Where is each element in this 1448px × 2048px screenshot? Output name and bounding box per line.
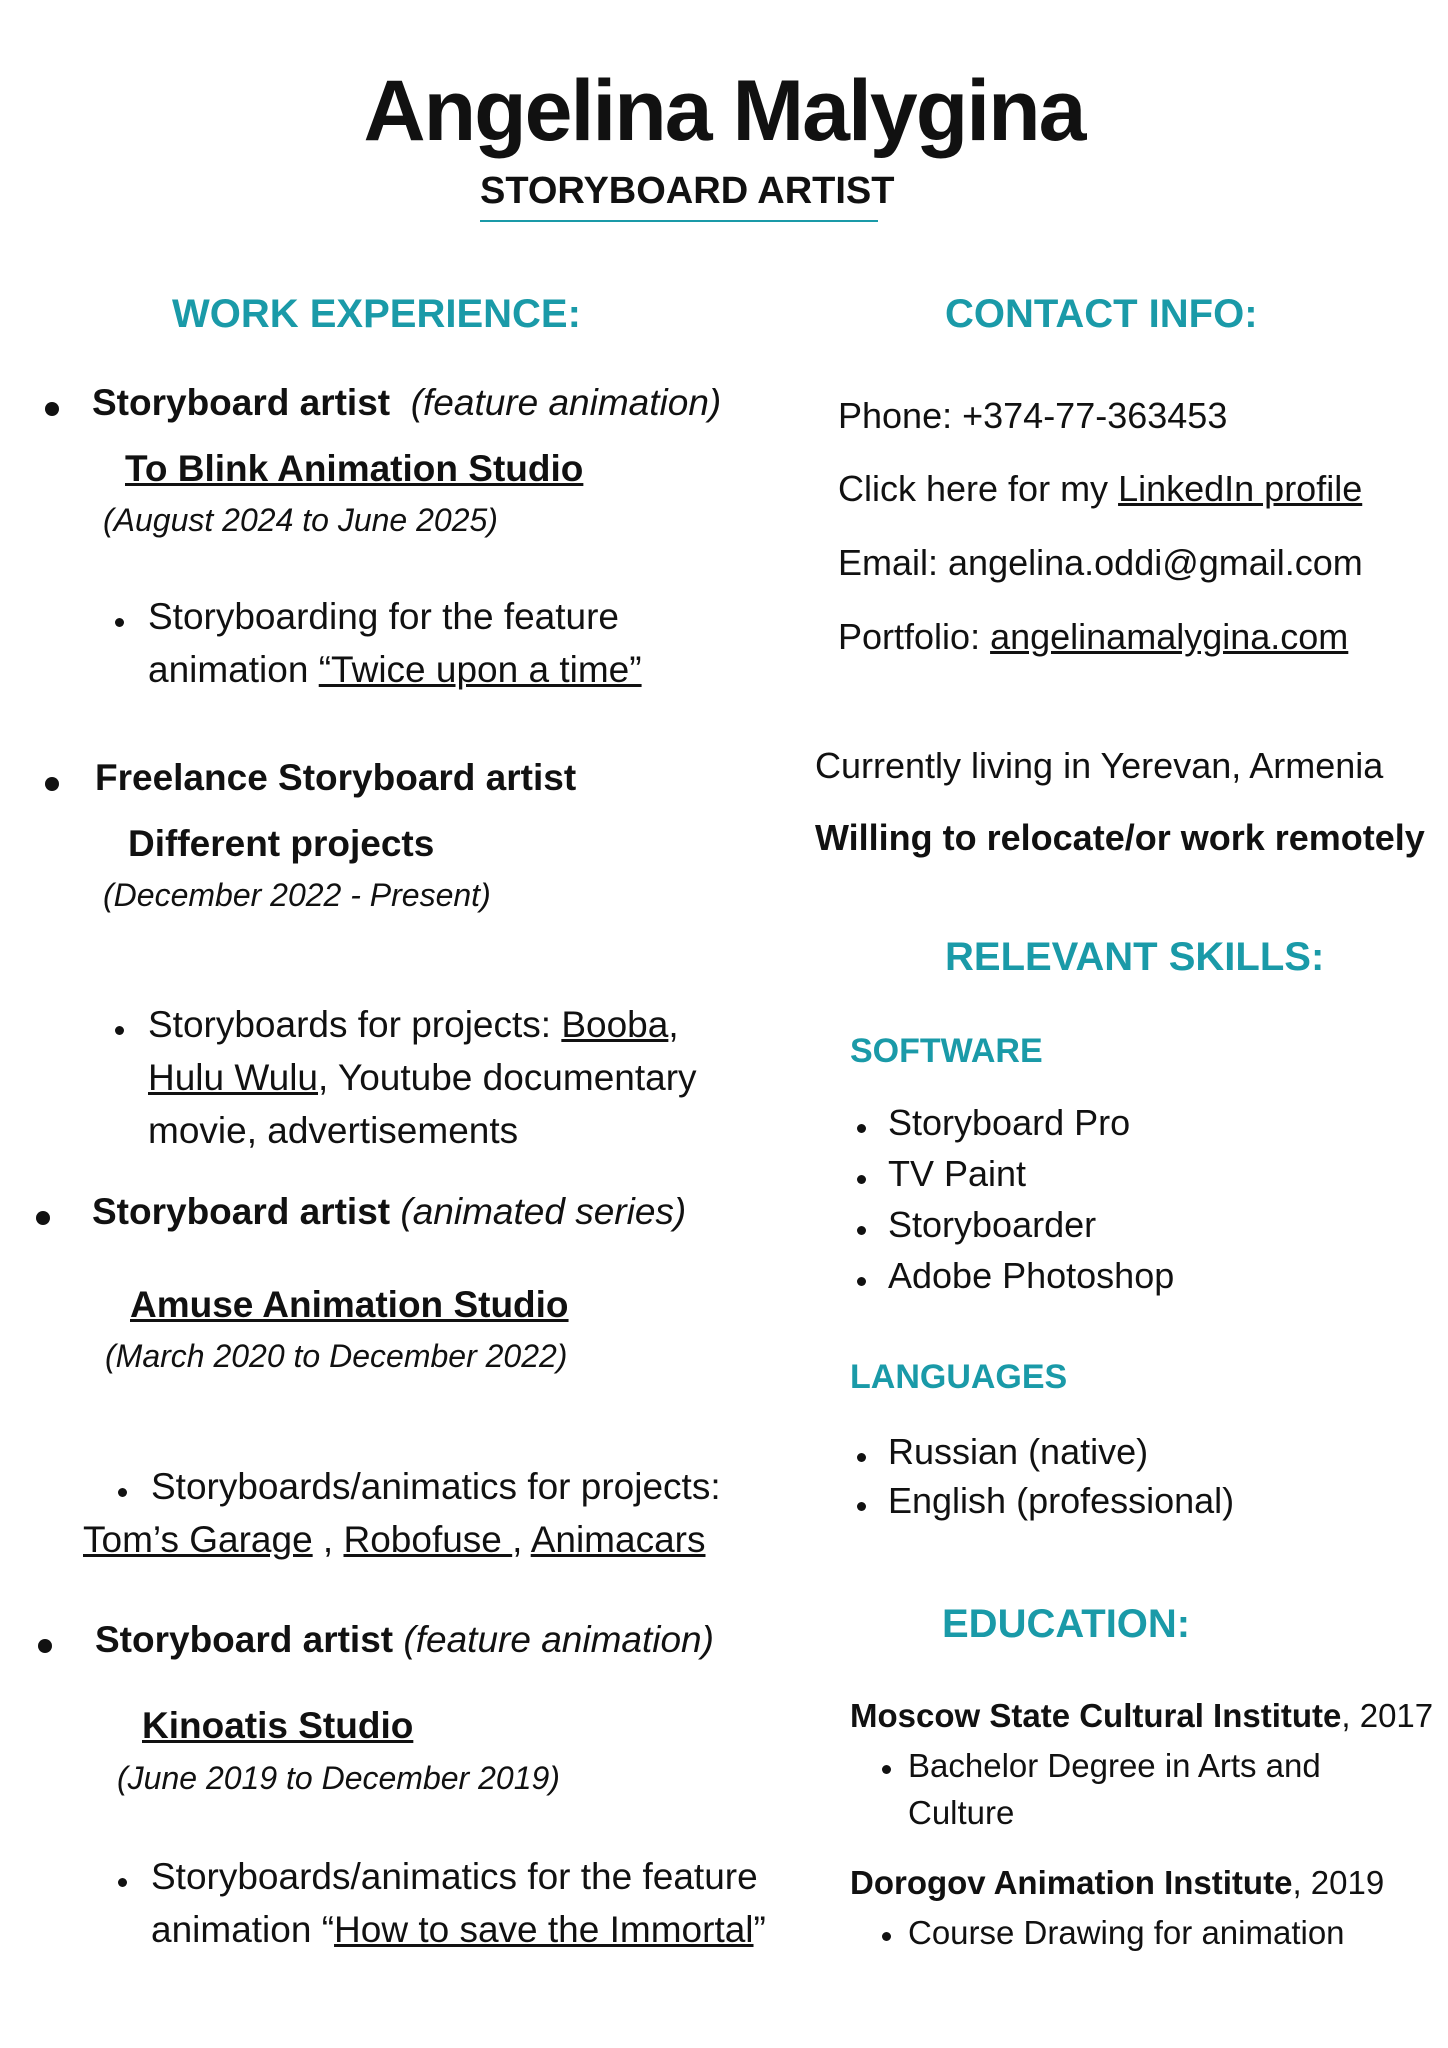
separator: , bbox=[512, 1519, 531, 1560]
desc-text: , Youtube documentary bbox=[318, 1057, 697, 1098]
detail-line: Bachelor Degree in Arts and bbox=[908, 1747, 1321, 1784]
job-2-desc-line3: movie, advertisements bbox=[148, 1110, 519, 1151]
title-underline bbox=[480, 220, 878, 222]
job-2-studio: Different projects bbox=[128, 823, 435, 864]
education-heading: EDUCATION: bbox=[942, 1602, 1191, 1646]
booba-link[interactable]: Booba bbox=[561, 1004, 669, 1045]
bullet bbox=[857, 1277, 866, 1286]
linkedin-link[interactable]: LinkedIn profile bbox=[1118, 468, 1363, 509]
animacars-link[interactable]: Animacars bbox=[530, 1519, 706, 1560]
job-2-description bbox=[148, 998, 697, 1157]
software-item: TV Paint bbox=[888, 1153, 1027, 1194]
job-3-dates: (March 2020 to December 2022) bbox=[105, 1338, 568, 1374]
hulu-wulu-link[interactable]: Hulu Wulu bbox=[148, 1057, 319, 1098]
work-experience-heading: WORK EXPERIENCE: bbox=[172, 292, 581, 336]
job-1-desc-line1: Storyboarding for the feature bbox=[148, 596, 620, 637]
education-item-2 bbox=[850, 1864, 1384, 1902]
job-3-role-title: Storyboard artist bbox=[92, 1191, 391, 1232]
job-4-desc-line1: Storyboards/animatics for the feature bbox=[151, 1856, 758, 1897]
separator: , bbox=[312, 1519, 344, 1560]
bullet bbox=[857, 1124, 866, 1133]
school-name: Dorogov Animation Institute bbox=[850, 1864, 1293, 1901]
portfolio-link[interactable]: angelinamalygina.com bbox=[990, 616, 1349, 657]
phone: Phone: +374-77-363453 bbox=[838, 395, 1228, 436]
job-4-role-note: (feature animation) bbox=[403, 1619, 714, 1660]
bullet bbox=[115, 618, 124, 627]
how-to-save-the-immortal-link[interactable]: How to save the Immortal bbox=[334, 1909, 754, 1950]
job-3-studio: Amuse Animation Studio bbox=[130, 1284, 569, 1325]
job-4-role bbox=[95, 1619, 714, 1661]
bullet bbox=[115, 1026, 124, 1035]
bullet bbox=[857, 1226, 866, 1235]
job-2-desc-line2 bbox=[148, 1051, 697, 1104]
job-4-studio: Kinoatis Studio bbox=[142, 1705, 414, 1746]
desc-text: , bbox=[668, 1004, 679, 1045]
contact-info-heading: CONTACT INFO: bbox=[945, 292, 1258, 336]
bullet bbox=[857, 1502, 866, 1511]
software-item: Storyboard Pro bbox=[888, 1102, 1131, 1143]
job-1-studio: To Blink Animation Studio bbox=[125, 448, 584, 489]
bullet bbox=[857, 1175, 866, 1184]
email: Email: angelina.oddi@gmail.com bbox=[838, 542, 1363, 583]
bullet bbox=[882, 1765, 891, 1774]
desc-text: animation bbox=[148, 649, 319, 690]
job-4-desc-line2 bbox=[151, 1903, 766, 1956]
graduation-year: , 2017 bbox=[1341, 1697, 1434, 1734]
linkedin-prefix: Click here for my bbox=[838, 468, 1119, 509]
software-item: Adobe Photoshop bbox=[888, 1255, 1175, 1296]
job-2-role: Freelance Storyboard artist bbox=[95, 757, 577, 798]
bullet bbox=[36, 1211, 50, 1225]
bullet bbox=[882, 1932, 891, 1941]
job-1-role bbox=[92, 382, 721, 424]
desc-text: Storyboards for projects: bbox=[148, 1004, 562, 1045]
job-4-description bbox=[151, 1850, 766, 1956]
relevant-skills-heading: RELEVANT SKILLS: bbox=[945, 935, 1325, 979]
detail-line: Culture bbox=[908, 1794, 1015, 1831]
twice-upon-a-time-link[interactable]: “Twice upon a time” bbox=[318, 649, 642, 690]
software-heading: SOFTWARE bbox=[850, 1032, 1043, 1070]
desc-text: ” bbox=[753, 1909, 766, 1950]
bullet bbox=[45, 402, 59, 416]
education-item-2-detail: Course Drawing for animation bbox=[908, 1914, 1345, 1951]
education-item-1 bbox=[850, 1697, 1433, 1735]
job-1-dates: (August 2024 to June 2025) bbox=[103, 502, 498, 538]
bullet bbox=[118, 1878, 127, 1887]
toms-garage-link[interactable]: Tom’s Garage bbox=[83, 1519, 313, 1560]
job-1-role-title: Storyboard artist bbox=[92, 382, 391, 423]
graduation-year: , 2019 bbox=[1292, 1864, 1385, 1901]
job-3-role bbox=[92, 1191, 686, 1233]
portfolio-prefix: Portfolio: bbox=[838, 616, 991, 657]
job-1-desc-line2 bbox=[148, 643, 642, 696]
linkedin-line bbox=[838, 468, 1362, 510]
desc-text: animation “ bbox=[151, 1909, 335, 1950]
bullet bbox=[118, 1488, 127, 1497]
job-1-role-note: (feature animation) bbox=[410, 382, 722, 423]
job-3-desc-line1: Storyboards/animatics for projects: bbox=[151, 1466, 721, 1507]
school-name: Moscow State Cultural Institute bbox=[850, 1697, 1342, 1734]
software-item: Storyboarder bbox=[888, 1204, 1097, 1245]
location: Currently living in Yerevan, Armenia bbox=[815, 745, 1384, 786]
bullet bbox=[45, 777, 59, 791]
relocate-note: Willing to relocate/or work remotely bbox=[815, 817, 1425, 858]
job-1-description bbox=[148, 590, 642, 696]
job-4-dates: (June 2019 to December 2019) bbox=[117, 1760, 560, 1796]
job-2-desc-line1 bbox=[148, 998, 697, 1051]
language-item: English (professional) bbox=[888, 1480, 1235, 1521]
language-item: Russian (native) bbox=[888, 1431, 1149, 1472]
robofuse-link[interactable]: Robofuse bbox=[343, 1519, 513, 1560]
job-3-desc-line2 bbox=[83, 1513, 705, 1566]
job-title: STORYBOARD ARTIST bbox=[480, 170, 895, 212]
portfolio-line bbox=[838, 616, 1348, 658]
bullet bbox=[857, 1453, 866, 1462]
job-4-role-title: Storyboard artist bbox=[95, 1619, 394, 1660]
job-3-role-note: (animated series) bbox=[400, 1191, 687, 1232]
languages-heading: LANGUAGES bbox=[850, 1358, 1068, 1396]
candidate-name: Angelina Malygina bbox=[363, 63, 1085, 159]
education-item-1-detail bbox=[908, 1742, 1321, 1836]
job-2-dates: (December 2022 - Present) bbox=[103, 877, 491, 913]
bullet bbox=[38, 1639, 52, 1653]
